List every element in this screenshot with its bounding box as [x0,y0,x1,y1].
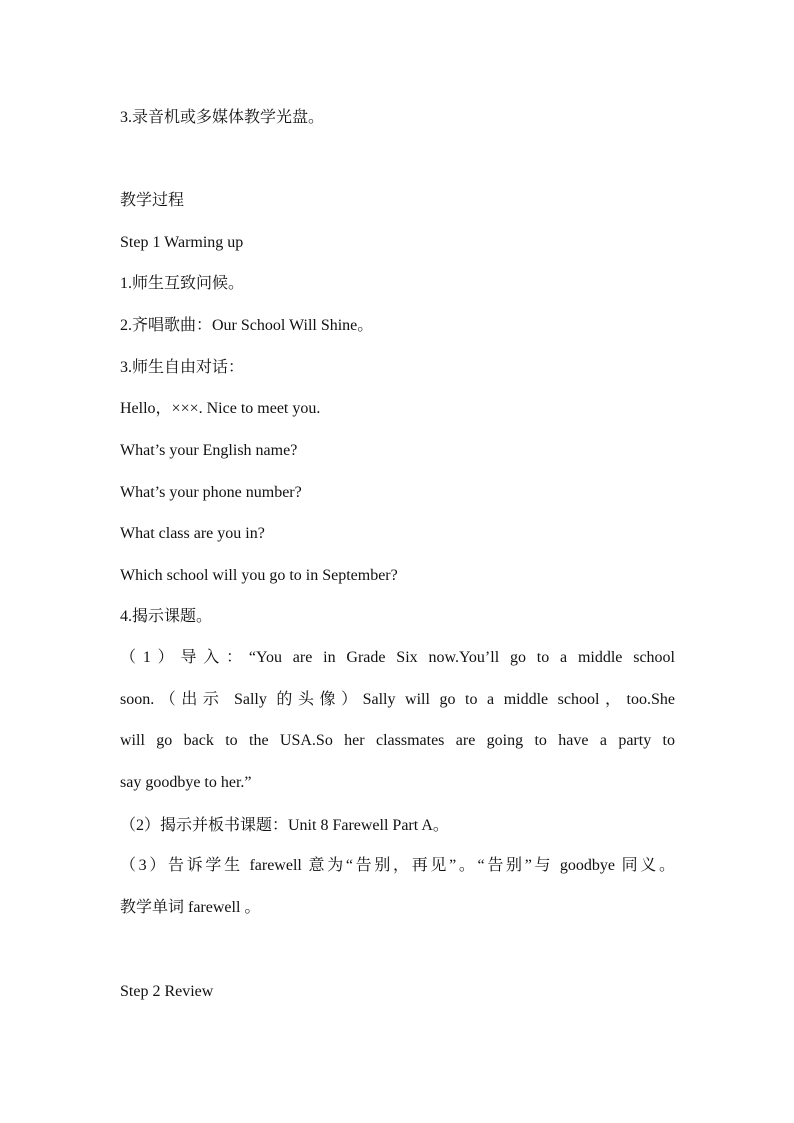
step1-item-4: 4.揭示课题。 [120,608,213,625]
dialogue-line: What’s your English name? [120,442,298,459]
dialogue-line: Which school will you go to in September? [120,567,398,584]
sub-item-2: （2）揭示并板书课题：Unit 8 Farewell Part A。 [120,817,449,834]
sub-item-3-paragraph [120,845,675,928]
step1-item-2: 2.齐唱歌曲：Our School Will Shine。 [120,317,374,334]
materials-item-3: 3.录音机或多媒体教学光盘。 [120,109,325,126]
sub-item-1-paragraph [120,637,675,804]
step1-item-3: 3.师生自由对话： [120,359,245,376]
dialogue-line: What class are you in? [120,525,265,542]
section-title: 教学过程 [120,192,185,209]
paragraph-line: （3）告诉学生 farewell 意为“告别，再见”。“告别”与 goodbye 同义。 [120,857,675,874]
dialogue-line: What’s your phone number? [120,484,302,501]
step2-title: Step 2 Review [120,983,214,1000]
paragraph-line: soon.（出示 Sally 的头像）Sally will go to a middle school，too.She [120,690,675,708]
dialogue-line: Hello，×××. Nice to meet you. [120,400,321,417]
paragraph-line: say goodbye to her.” [120,774,252,792]
step1-title: Step 1 Warming up [120,234,244,251]
paragraph-line: will go back to the USA.So her classmates are going to have a party to [120,732,675,750]
paragraph-line: 教学单词 farewell 。 [120,898,261,916]
step1-item-1: 1.师生互致问候。 [120,275,245,292]
paragraph-line: （1）导入：“You are in Grade Six now.You’ll go to a middle school [120,649,675,666]
